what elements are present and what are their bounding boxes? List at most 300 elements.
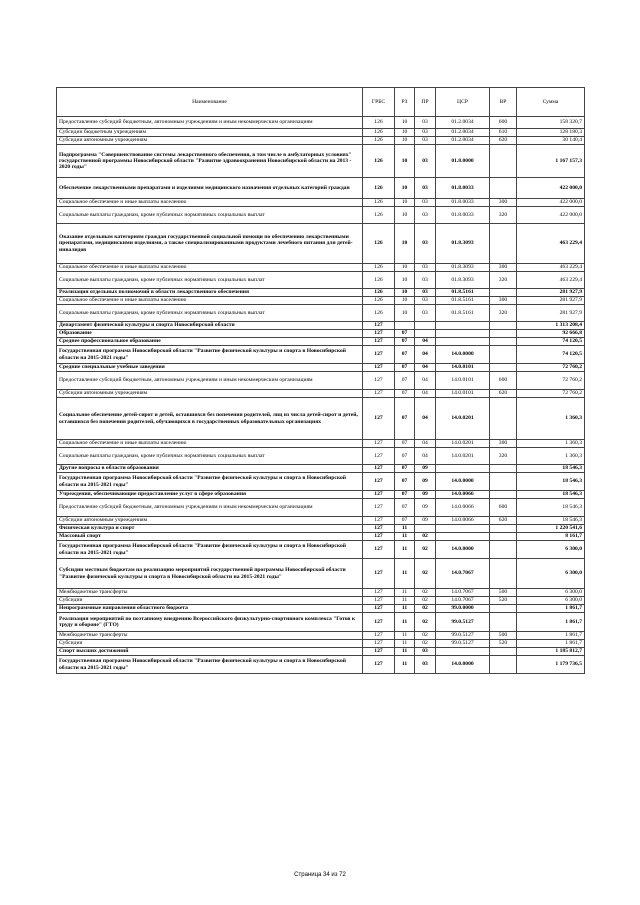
table-row xyxy=(57,364,585,372)
cell-sum: 1 360,3 xyxy=(517,398,585,440)
cell-name: Средние специальные учебные заведения xyxy=(57,364,363,372)
cell-sum: 1 185 812,7 xyxy=(517,648,585,656)
cell-name: Предоставление субсидий бюджетным, автономным учреждениям и иным некоммерческим организациям xyxy=(57,372,363,390)
cell-grbs: 127 xyxy=(363,346,395,364)
cell-vr: 500 xyxy=(490,632,517,640)
cell-pr: 09 xyxy=(415,473,436,491)
cell-sum: 128 180,3 xyxy=(517,129,585,137)
cell-csr xyxy=(436,330,490,338)
cell-name: Предоставление субсидий бюджетным, автономным учреждениям и иным некоммерческим организациям xyxy=(57,117,363,129)
cell-pr: 04 xyxy=(415,338,436,346)
cell-csr: 14.0.0066 xyxy=(436,491,490,499)
table-row xyxy=(57,533,585,541)
cell-name: Субсидии xyxy=(57,597,363,605)
cell-name: Социальное обеспечение и иные выплаты населению xyxy=(57,264,363,272)
cell-csr: 01.8.0000 xyxy=(436,145,490,178)
cell-pr: 03 xyxy=(415,297,436,305)
cell-vr xyxy=(490,346,517,364)
cell-vr: 610 xyxy=(490,129,517,137)
cell-sum: 72 760,2 xyxy=(517,390,585,398)
cell-csr: 01.8.3093 xyxy=(436,272,490,289)
cell-sum: 1 861,7 xyxy=(517,632,585,640)
table-row xyxy=(57,559,585,589)
cell-rz: 11 xyxy=(395,541,415,559)
cell-rz: 10 xyxy=(395,145,415,178)
cell-name: Другие вопросы в области образования xyxy=(57,465,363,473)
cell-csr: 14.0.0101 xyxy=(436,372,490,390)
table-row xyxy=(57,372,585,390)
cell-sum: 1 861,7 xyxy=(517,613,585,632)
cell-vr xyxy=(490,338,517,346)
cell-vr: 620 xyxy=(490,390,517,398)
table-row xyxy=(57,117,585,129)
cell-grbs: 127 xyxy=(363,559,395,589)
cell-name: Социальные выплаты гражданам, кроме публичных нормативных социальных выплат xyxy=(57,448,363,465)
cell-grbs: 127 xyxy=(363,330,395,338)
cell-vr: 320 xyxy=(490,305,517,322)
cell-rz: 07 xyxy=(395,465,415,473)
cell-rz: 11 xyxy=(395,533,415,541)
header-pr: ПР xyxy=(415,88,436,117)
table-body xyxy=(57,117,585,674)
cell-pr: 02 xyxy=(415,613,436,632)
cell-csr xyxy=(436,648,490,656)
cell-vr: 600 xyxy=(490,499,517,517)
cell-vr xyxy=(490,559,517,589)
cell-vr: 300 xyxy=(490,440,517,448)
table-row xyxy=(57,473,585,491)
cell-csr: 99.0.5127 xyxy=(436,613,490,632)
cell-grbs: 126 xyxy=(363,117,395,129)
cell-csr xyxy=(436,465,490,473)
cell-name: Социальные выплаты гражданам, кроме публичных нормативных социальных выплат xyxy=(57,207,363,224)
table-row xyxy=(57,517,585,525)
cell-sum: 422 000,0 xyxy=(517,207,585,224)
cell-name: Образование xyxy=(57,330,363,338)
cell-pr: 03 xyxy=(415,656,436,674)
cell-csr: 14.0.0000 xyxy=(436,473,490,491)
table-row xyxy=(57,330,585,338)
cell-csr: 14.0.7067 xyxy=(436,559,490,589)
cell-csr: 14.0.0000 xyxy=(436,656,490,674)
cell-rz: 10 xyxy=(395,224,415,264)
table-row xyxy=(57,264,585,272)
cell-vr: 300 xyxy=(490,297,517,305)
cell-vr xyxy=(490,541,517,559)
cell-name: Предоставление субсидий бюджетным, автономным учреждениям и иным некоммерческим организациям xyxy=(57,499,363,517)
cell-name: Социальное обеспечение и иные выплаты населению xyxy=(57,440,363,448)
cell-vr: 520 xyxy=(490,640,517,648)
table-row xyxy=(57,398,585,440)
cell-name: Социальное обеспечение детей-сирот и детей, оставшихся без попечения родителей, лиц из числа детей-сирот и детей, оставшихся без попечения родителей, обучающихся в государственных образовательных организациях xyxy=(57,398,363,440)
cell-csr: 14.0.0066 xyxy=(436,517,490,525)
cell-name: Субсидии автономным учреждениям xyxy=(57,517,363,525)
cell-grbs: 126 xyxy=(363,129,395,137)
cell-pr: 04 xyxy=(415,440,436,448)
cell-rz: 11 xyxy=(395,613,415,632)
cell-rz: 10 xyxy=(395,199,415,207)
cell-vr: 320 xyxy=(490,448,517,465)
cell-sum: 30 140,4 xyxy=(517,137,585,145)
cell-rz: 11 xyxy=(395,559,415,589)
table-row xyxy=(57,640,585,648)
cell-csr: 14.0.0066 xyxy=(436,499,490,517)
cell-sum: 92 666,8 xyxy=(517,330,585,338)
cell-grbs: 127 xyxy=(363,656,395,674)
cell-pr: 04 xyxy=(415,390,436,398)
cell-vr xyxy=(490,648,517,656)
cell-rz: 07 xyxy=(395,448,415,465)
page-footer: Страница 34 из 72 xyxy=(294,872,346,878)
cell-csr xyxy=(436,338,490,346)
cell-grbs: 126 xyxy=(363,199,395,207)
cell-pr: 03 xyxy=(415,224,436,264)
cell-rz: 10 xyxy=(395,207,415,224)
cell-rz: 10 xyxy=(395,305,415,322)
cell-sum: 18 546,3 xyxy=(517,499,585,517)
cell-name: Государственная программа Новосибирской области "Развитие физической культуры и спорта в Новосибирской области на 2015-2021 годы" xyxy=(57,541,363,559)
table-row xyxy=(57,272,585,289)
table-row xyxy=(57,297,585,305)
cell-name: Спорт высших достижений xyxy=(57,648,363,656)
cell-sum: 74 120,5 xyxy=(517,338,585,346)
cell-sum: 1 861,7 xyxy=(517,640,585,648)
cell-csr: 01.8.5161 xyxy=(436,297,490,305)
cell-grbs: 126 xyxy=(363,137,395,145)
cell-rz: 07 xyxy=(395,338,415,346)
cell-grbs: 126 xyxy=(363,272,395,289)
cell-vr xyxy=(490,224,517,264)
cell-sum: 463 229,4 xyxy=(517,272,585,289)
cell-grbs: 127 xyxy=(363,448,395,465)
cell-sum: 1 313 208,4 xyxy=(517,322,585,330)
cell-pr: 03 xyxy=(415,272,436,289)
cell-name: Государственная программа Новосибирской области "Развитие физической культуры и спорта в Новосибирской области на 2015-2021 годы" xyxy=(57,656,363,674)
cell-sum: 6 300,0 xyxy=(517,541,585,559)
cell-grbs: 126 xyxy=(363,289,395,297)
cell-vr xyxy=(490,145,517,178)
cell-grbs: 127 xyxy=(363,398,395,440)
table-row xyxy=(57,465,585,473)
cell-sum: 281 927,9 xyxy=(517,289,585,297)
cell-rz: 11 xyxy=(395,656,415,674)
cell-rz: 10 xyxy=(395,289,415,297)
table-row xyxy=(57,541,585,559)
cell-pr xyxy=(415,322,436,330)
cell-rz: 10 xyxy=(395,137,415,145)
cell-vr: 620 xyxy=(490,517,517,525)
cell-grbs: 127 xyxy=(363,440,395,448)
table-header-row xyxy=(57,88,585,117)
cell-csr xyxy=(436,525,490,533)
cell-grbs: 127 xyxy=(363,517,395,525)
table-row xyxy=(57,656,585,674)
cell-grbs: 127 xyxy=(363,372,395,390)
cell-rz: 07 xyxy=(395,491,415,499)
header-vr: ВР xyxy=(490,88,517,117)
table-row xyxy=(57,589,585,597)
cell-pr: 03 xyxy=(415,129,436,137)
cell-rz: 11 xyxy=(395,597,415,605)
cell-grbs: 127 xyxy=(363,589,395,597)
cell-sum: 8 161,7 xyxy=(517,533,585,541)
cell-grbs: 127 xyxy=(363,648,395,656)
cell-rz: 07 xyxy=(395,473,415,491)
cell-pr: 09 xyxy=(415,491,436,499)
cell-grbs: 127 xyxy=(363,364,395,372)
cell-pr: 03 xyxy=(415,648,436,656)
cell-name: Массовый спорт xyxy=(57,533,363,541)
cell-rz: 11 xyxy=(395,640,415,648)
cell-grbs: 127 xyxy=(363,533,395,541)
table-row xyxy=(57,648,585,656)
table-row xyxy=(57,605,585,613)
cell-pr: 04 xyxy=(415,398,436,440)
cell-grbs: 126 xyxy=(363,145,395,178)
cell-grbs: 127 xyxy=(363,541,395,559)
cell-name: Государственная программа Новосибирской области "Развитие физической культуры и спорта в Новосибирской области на 2015-2021 годы" xyxy=(57,473,363,491)
cell-rz: 07 xyxy=(395,499,415,517)
cell-pr: 09 xyxy=(415,517,436,525)
cell-sum: 6 300,0 xyxy=(517,589,585,597)
cell-pr: 02 xyxy=(415,597,436,605)
header-name: Наименование xyxy=(57,88,363,117)
cell-grbs: 127 xyxy=(363,605,395,613)
cell-grbs: 126 xyxy=(363,297,395,305)
cell-rz: 07 xyxy=(395,390,415,398)
cell-vr: 320 xyxy=(490,272,517,289)
cell-sum: 463 229,4 xyxy=(517,224,585,264)
cell-pr: 03 xyxy=(415,137,436,145)
cell-vr: 500 xyxy=(490,589,517,597)
table-row xyxy=(57,178,585,199)
cell-csr: 01.8.5161 xyxy=(436,305,490,322)
cell-sum: 158 320,7 xyxy=(517,117,585,129)
cell-pr: 04 xyxy=(415,372,436,390)
cell-sum: 74 120,5 xyxy=(517,346,585,364)
header-sum: Сумма xyxy=(517,88,585,117)
cell-pr: 03 xyxy=(415,289,436,297)
cell-vr: 520 xyxy=(490,597,517,605)
cell-csr: 14.0.7067 xyxy=(436,589,490,597)
cell-pr xyxy=(415,525,436,533)
cell-rz: 10 xyxy=(395,297,415,305)
cell-csr: 14.0.0101 xyxy=(436,390,490,398)
cell-name: Физическая культура и спорт xyxy=(57,525,363,533)
cell-name: Государственная программа Новосибирской области "Развитие физической культуры и спорта в Новосибирской области на 2015-2021 годы" xyxy=(57,346,363,364)
cell-csr: 14.0.0201 xyxy=(436,448,490,465)
cell-name: Среднее профессиональное образование xyxy=(57,338,363,346)
cell-csr: 01.8.0033 xyxy=(436,199,490,207)
cell-vr xyxy=(490,656,517,674)
table-row xyxy=(57,448,585,465)
cell-pr: 03 xyxy=(415,178,436,199)
cell-pr: 03 xyxy=(415,207,436,224)
cell-vr xyxy=(490,398,517,440)
cell-rz: 07 xyxy=(395,346,415,364)
cell-csr: 14.0.0000 xyxy=(436,541,490,559)
cell-csr: 01.2.0034 xyxy=(436,137,490,145)
cell-sum: 6 300,0 xyxy=(517,559,585,589)
cell-vr xyxy=(490,465,517,473)
cell-sum: 6 300,0 xyxy=(517,597,585,605)
cell-name: Субсидии бюджетным учреждениям xyxy=(57,129,363,137)
cell-rz: 11 xyxy=(395,605,415,613)
cell-name: Социальное обеспечение и иные выплаты населению xyxy=(57,297,363,305)
cell-rz: 10 xyxy=(395,117,415,129)
cell-sum: 1 179 736,5 xyxy=(517,656,585,674)
cell-sum: 463 229,4 xyxy=(517,264,585,272)
cell-name: Социальные выплаты гражданам, кроме публичных нормативных социальных выплат xyxy=(57,305,363,322)
cell-pr: 03 xyxy=(415,264,436,272)
cell-grbs: 127 xyxy=(363,499,395,517)
table-row xyxy=(57,129,585,137)
cell-vr: 300 xyxy=(490,264,517,272)
table-row xyxy=(57,390,585,398)
cell-rz: 10 xyxy=(395,272,415,289)
cell-sum: 422 000,0 xyxy=(517,199,585,207)
cell-name: Социальные выплаты гражданам, кроме публичных нормативных социальных выплат xyxy=(57,272,363,289)
table-row xyxy=(57,199,585,207)
cell-pr: 09 xyxy=(415,465,436,473)
cell-grbs: 127 xyxy=(363,632,395,640)
cell-rz: 10 xyxy=(395,129,415,137)
cell-sum: 18 546,3 xyxy=(517,491,585,499)
cell-csr: 01.2.0034 xyxy=(436,117,490,129)
cell-grbs: 127 xyxy=(363,597,395,605)
cell-pr: 03 xyxy=(415,305,436,322)
cell-grbs: 127 xyxy=(363,640,395,648)
cell-vr xyxy=(490,533,517,541)
table-row xyxy=(57,632,585,640)
cell-vr xyxy=(490,330,517,338)
cell-rz: 07 xyxy=(395,372,415,390)
cell-grbs: 126 xyxy=(363,207,395,224)
cell-pr: 04 xyxy=(415,364,436,372)
table-row xyxy=(57,613,585,632)
cell-sum: 18 546,3 xyxy=(517,517,585,525)
cell-name: Реализация мероприятий по поэтапному внедрению Всероссийского физкультурно-спортивного комплекса "Готов к труду и обороне" (ГТО) xyxy=(57,613,363,632)
cell-vr xyxy=(490,613,517,632)
cell-sum: 1 861,7 xyxy=(517,605,585,613)
cell-sum: 18 546,3 xyxy=(517,465,585,473)
table-row xyxy=(57,137,585,145)
cell-csr: 01.8.3093 xyxy=(436,224,490,264)
cell-grbs: 127 xyxy=(363,390,395,398)
cell-name: Учреждения, обеспечивающие предоставление услуг в сфере образования xyxy=(57,491,363,499)
cell-csr: 14.0.0000 xyxy=(436,346,490,364)
cell-csr: 01.8.3093 xyxy=(436,264,490,272)
cell-rz xyxy=(395,322,415,330)
cell-vr: 600 xyxy=(490,372,517,390)
cell-sum: 281 927,9 xyxy=(517,305,585,322)
table-row xyxy=(57,525,585,533)
cell-vr xyxy=(490,473,517,491)
table-row xyxy=(57,491,585,499)
cell-pr: 02 xyxy=(415,559,436,589)
cell-name: Межбюджетные трансферты xyxy=(57,632,363,640)
cell-vr: 320 xyxy=(490,207,517,224)
cell-name: Обеспечение лекарственными препаратами и изделиями медицинского назначения отдельных категорий граждан xyxy=(57,178,363,199)
cell-rz: 07 xyxy=(395,398,415,440)
cell-pr: 02 xyxy=(415,541,436,559)
cell-csr: 01.8.5161 xyxy=(436,289,490,297)
cell-pr: 09 xyxy=(415,499,436,517)
cell-pr: 02 xyxy=(415,589,436,597)
cell-name: Социальное обеспечение и иные выплаты населению xyxy=(57,199,363,207)
cell-rz: 07 xyxy=(395,364,415,372)
cell-vr xyxy=(490,605,517,613)
budget-table xyxy=(56,87,585,674)
header-csr: ЦСР xyxy=(436,88,490,117)
cell-rz: 07 xyxy=(395,440,415,448)
cell-grbs: 126 xyxy=(363,264,395,272)
cell-csr xyxy=(436,322,490,330)
cell-pr: 02 xyxy=(415,640,436,648)
cell-rz: 11 xyxy=(395,648,415,656)
cell-grbs: 126 xyxy=(363,305,395,322)
table-row xyxy=(57,499,585,517)
cell-vr: 600 xyxy=(490,117,517,129)
header-grbs: ГРБС xyxy=(363,88,395,117)
cell-rz: 10 xyxy=(395,264,415,272)
cell-csr: 99.0.5127 xyxy=(436,640,490,648)
cell-pr: 03 xyxy=(415,117,436,129)
cell-pr xyxy=(415,330,436,338)
cell-vr xyxy=(490,178,517,199)
cell-rz: 07 xyxy=(395,517,415,525)
header-rz: РЗ xyxy=(395,88,415,117)
table-row xyxy=(57,145,585,178)
cell-grbs: 126 xyxy=(363,224,395,264)
cell-name: Департамент физической культуры и спорта Новосибирской области xyxy=(57,322,363,330)
cell-vr xyxy=(490,322,517,330)
cell-name: Реализация отдельных полномочий в области лекарственного обеспечения xyxy=(57,289,363,297)
cell-vr xyxy=(490,364,517,372)
table-row xyxy=(57,305,585,322)
cell-name: Субсидии автономным учреждениям xyxy=(57,137,363,145)
cell-grbs: 127 xyxy=(363,473,395,491)
cell-csr: 14.0.7067 xyxy=(436,597,490,605)
cell-grbs: 126 xyxy=(363,178,395,199)
cell-csr: 14.0.0101 xyxy=(436,364,490,372)
cell-sum: 422 000,0 xyxy=(517,178,585,199)
cell-pr: 03 xyxy=(415,199,436,207)
cell-rz: 10 xyxy=(395,178,415,199)
cell-csr: 01.2.0034 xyxy=(436,129,490,137)
cell-grbs: 127 xyxy=(363,525,395,533)
cell-vr: 300 xyxy=(490,199,517,207)
cell-csr xyxy=(436,533,490,541)
cell-grbs: 127 xyxy=(363,465,395,473)
table-row xyxy=(57,440,585,448)
cell-csr: 01.8.0033 xyxy=(436,207,490,224)
table-row xyxy=(57,597,585,605)
cell-csr: 99.0.5127 xyxy=(436,632,490,640)
table-row xyxy=(57,289,585,297)
cell-sum: 18 546,3 xyxy=(517,473,585,491)
cell-sum: 1 360,3 xyxy=(517,448,585,465)
table-row xyxy=(57,322,585,330)
cell-sum: 1 360,3 xyxy=(517,440,585,448)
cell-rz: 11 xyxy=(395,632,415,640)
cell-sum: 72 760,2 xyxy=(517,372,585,390)
cell-grbs: 127 xyxy=(363,613,395,632)
cell-csr: 14.0.0201 xyxy=(436,398,490,440)
cell-sum: 72 760,2 xyxy=(517,364,585,372)
cell-rz: 11 xyxy=(395,525,415,533)
table-row xyxy=(57,338,585,346)
